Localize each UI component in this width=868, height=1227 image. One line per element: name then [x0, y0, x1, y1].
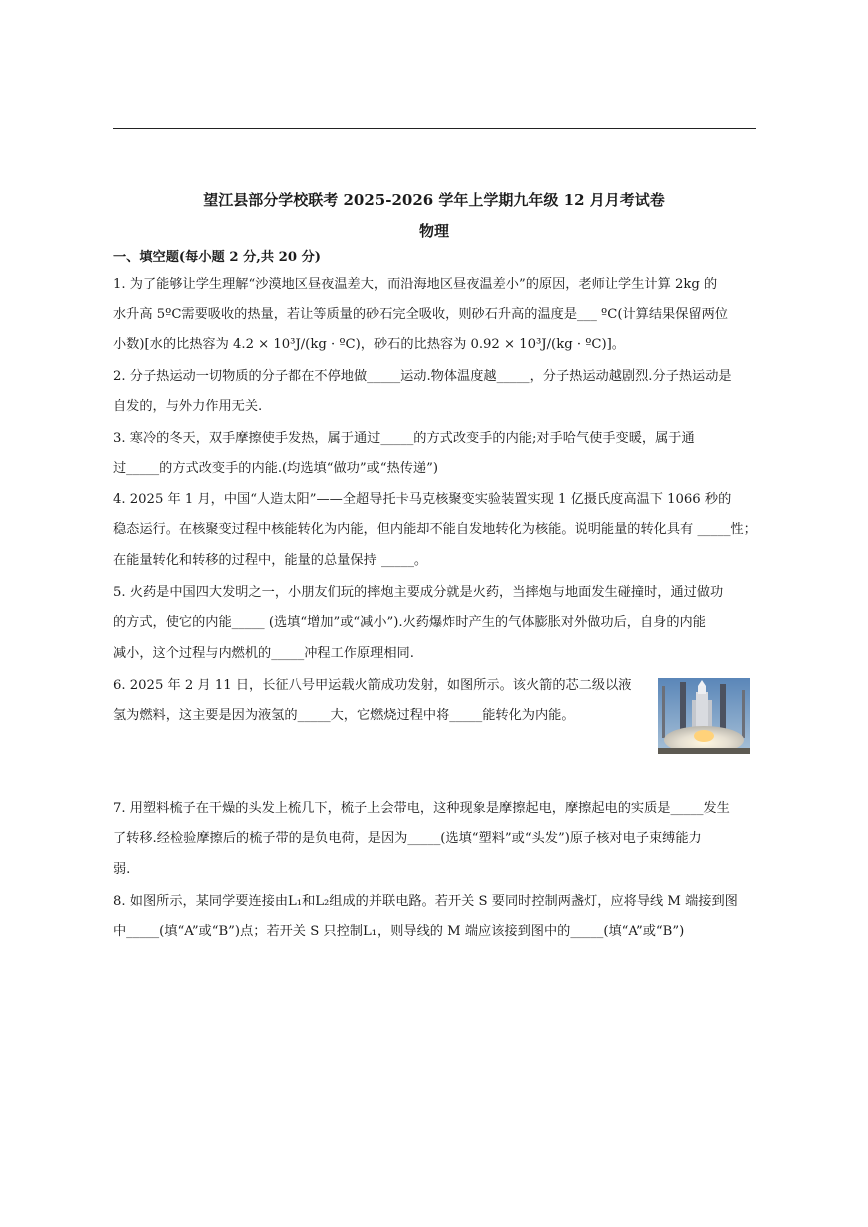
header-rule — [113, 128, 756, 129]
q8-line-2: 中_____(填“A”或“B”)点；若开关 S 只控制L₁，则导线的 M 端应该接到图中的_____(填“A”或“B”) — [113, 924, 685, 939]
q1-line-1: 1. 为了能够让学生理解“沙漠地区昼夜温差大，而沿海地区昼夜温差小”的原因，老师让学生计算 2kg 的 — [113, 277, 718, 292]
rocket-launch-photo — [658, 678, 750, 754]
q6-line-1: 6. 2025 年 2 月 11 日，长征八号甲运载火箭成功发射，如图所示。该火箭的芯二级以液 — [113, 678, 632, 693]
q2-line-1: 2. 分子热运动一切物质的分子都在不停地做_____运动.物体温度越_____，分子热运动越剧烈.分子热运动是 — [113, 369, 732, 384]
q8-line-1: 8. 如图所示，某同学要连接由L₁和L₂组成的并联电路。若开关 S 要同时控制两盏灯，应将导线 M 端接到图 — [113, 894, 738, 909]
q1-line-2: 水升高 5ºC需要吸收的热量，若让等质量的砂石完全吸收，则砂石升高的温度是___ ºC(计算结果保留两位 — [113, 307, 728, 322]
q3-line-2: 过_____的方式改变手的内能.(均选填“做功”或“热传递”) — [113, 461, 438, 476]
q6-line-2: 氢为燃料，这主要是因为液氢的_____大，它燃烧过程中将_____能转化为内能。 — [113, 708, 575, 723]
q7-line-3: 弱. — [113, 862, 131, 877]
q7-line-1: 7. 用塑料梳子在干燥的头发上梳几下，梳子上会带电，这种现象是摩擦起电，摩擦起电的实质是_____发生 — [113, 801, 730, 816]
exam-title: 望江县部分学校联考 2025-2026 学年上学期九年级 12 月月考试卷 — [203, 191, 665, 209]
q4-line-1: 4. 2025 年 1 月，中国“人造太阳”——全超导托卡马克核聚变实验装置实现 1 亿摄氏度高温下 1066 秒的 — [113, 492, 732, 507]
q5-line-1: 5. 火药是中国四大发明之一，小朋友们玩的摔炮主要成分就是火药，当摔炮与地面发生碰撞时，通过做功 — [113, 585, 724, 600]
q7-line-2: 了转移.经检验摩擦后的梳子带的是负电荷，是因为_____(选填“塑料”或“头发”)原子核对电子束缚能力 — [113, 831, 702, 846]
q4-line-2: 稳态运行。在核聚变过程中核能转化为内能，但内能却不能自发地转化为核能。说明能量的转化具有 _____性； — [113, 522, 757, 537]
section-heading: 一、填空题(每小题 2 分,共 20 分) — [113, 250, 322, 265]
q4-line-3: 在能量转化和转移的过程中，能量的总量保持 _____。 — [113, 553, 428, 568]
q5-line-3: 减小，这个过程与内燃机的_____冲程工作原理相同. — [113, 646, 414, 661]
q2-line-2: 自发的，与外力作用无关. — [113, 399, 263, 414]
subject-title: 物理 — [418, 222, 449, 240]
q1-line-3: 小数)[水的比热容为 4.2 × 10³J/(kg · ºC)，砂石的比热容为 0.92 × 10³J/(kg · ºC)]。 — [113, 337, 625, 352]
q3-line-1: 3. 寒冷的冬天，双手摩擦使手发热，属于通过_____的方式改变手的内能;对手哈气使手变暖，属于通 — [113, 431, 695, 446]
q5-line-2: 的方式，使它的内能_____ (选填“增加”或“减小”).火药爆炸时产生的气体膨胀对外做功后，自身的内能 — [113, 615, 706, 630]
